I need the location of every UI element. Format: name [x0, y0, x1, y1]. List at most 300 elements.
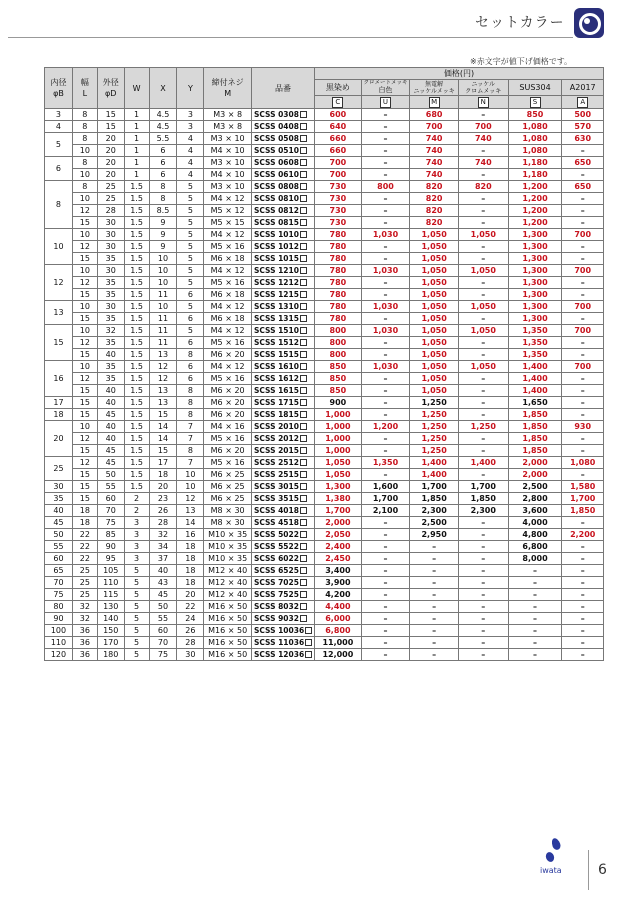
- cell-price: 6,800: [508, 541, 562, 553]
- cell-price: –: [562, 313, 604, 325]
- cell-price: 740: [458, 157, 508, 169]
- cell-y: 18: [177, 577, 204, 589]
- cell-w: 2: [124, 493, 149, 505]
- cell-price: –: [508, 601, 562, 613]
- cell-x: 9: [149, 241, 177, 253]
- cell-price: –: [361, 277, 410, 289]
- finish-box-icon: [300, 519, 307, 526]
- col-screw: 締付ネジ M: [204, 68, 252, 109]
- cell-price: 1,380: [315, 493, 362, 505]
- cell-x: 5.5: [149, 133, 177, 145]
- cell-x: 13: [149, 397, 177, 409]
- cell-price: 660: [315, 133, 362, 145]
- cell-price: 1,850: [508, 433, 562, 445]
- cell-price: –: [361, 637, 410, 649]
- cell-price: –: [508, 637, 562, 649]
- table-row: [45, 205, 604, 217]
- cell-outer: 30: [97, 241, 124, 253]
- cell-price: 1,000: [315, 421, 362, 433]
- cell-price: 740: [458, 133, 508, 145]
- cell-price: 800: [361, 181, 410, 193]
- cell-price: 2,000: [508, 469, 562, 481]
- cell-width: 15: [72, 397, 97, 409]
- cell-w: 1: [124, 109, 149, 121]
- cell-price: –: [458, 217, 508, 229]
- cell-screw: M5 × 12: [204, 205, 252, 217]
- cell-price: 780: [315, 301, 362, 313]
- cell-price: –: [562, 349, 604, 361]
- cell-code: [251, 265, 314, 277]
- product-code: SCSS 12036: [253, 649, 305, 659]
- table-row: [45, 217, 604, 229]
- cell-outer: 35: [97, 373, 124, 385]
- cell-price: 1,050: [410, 253, 459, 265]
- cell-w: 1.5: [124, 301, 149, 313]
- table-row: [45, 169, 604, 181]
- drop-icon: [550, 837, 562, 851]
- cell-price: –: [508, 565, 562, 577]
- cell-price: 2,300: [410, 505, 459, 517]
- cell-price: 1,000: [315, 445, 362, 457]
- cell-price: –: [410, 601, 459, 613]
- cell-w: 1: [124, 169, 149, 181]
- cell-price: –: [562, 241, 604, 253]
- cell-code: [251, 409, 314, 421]
- finish-box-icon: [300, 579, 307, 586]
- cell-code: [251, 421, 314, 433]
- finish-box-icon: [300, 567, 307, 574]
- cell-y: 4: [177, 145, 204, 157]
- cell-x: 15: [149, 445, 177, 457]
- cell-width: 12: [72, 241, 97, 253]
- cell-x: 50: [149, 601, 177, 613]
- cell-code: [251, 577, 314, 589]
- cell-width: 10: [72, 421, 97, 433]
- table-row: [45, 625, 604, 637]
- finish-box-icon: [300, 339, 307, 346]
- cell-x: 9: [149, 217, 177, 229]
- cell-screw: M5 × 16: [204, 337, 252, 349]
- cell-y: 28: [177, 637, 204, 649]
- cell-price: –: [361, 469, 410, 481]
- cell-price: –: [458, 193, 508, 205]
- cell-code: [251, 517, 314, 529]
- cell-price: 2,500: [508, 481, 562, 493]
- product-code: SCSS 1315: [253, 313, 299, 323]
- cell-outer: 105: [97, 565, 124, 577]
- cell-inner: 65: [45, 565, 73, 577]
- cell-price: 700: [458, 121, 508, 133]
- cell-y: 5: [177, 205, 204, 217]
- product-code: SCSS 1310: [253, 301, 299, 311]
- cell-outer: 180: [97, 649, 124, 661]
- cell-price: 1,180: [508, 157, 562, 169]
- cell-width: 25: [72, 577, 97, 589]
- table-row: [45, 613, 604, 625]
- col-y: Y: [177, 68, 204, 109]
- cell-inner: 75: [45, 589, 73, 601]
- cell-y: 7: [177, 421, 204, 433]
- cell-price: –: [562, 589, 604, 601]
- cell-screw: M4 × 12: [204, 265, 252, 277]
- cell-inner: 40: [45, 505, 73, 517]
- cell-price: 1,700: [562, 493, 604, 505]
- product-code: SCSS 1612: [253, 373, 299, 383]
- cell-screw: M6 × 25: [204, 469, 252, 481]
- cell-screw: M5 × 16: [204, 433, 252, 445]
- cell-price: –: [562, 445, 604, 457]
- finish-box-icon: [300, 411, 307, 418]
- cell-screw: M6 × 20: [204, 385, 252, 397]
- cell-outer: 15: [97, 109, 124, 121]
- cell-outer: 45: [97, 409, 124, 421]
- cell-price: –: [361, 241, 410, 253]
- cell-price: 800: [315, 337, 362, 349]
- table-row: [45, 253, 604, 265]
- col-p4: ニッケル クロムメッキ: [458, 80, 508, 96]
- cell-outer: 45: [97, 457, 124, 469]
- cell-w: 1.5: [124, 481, 149, 493]
- cell-price: –: [410, 565, 459, 577]
- cell-inner: 25: [45, 457, 73, 481]
- cell-price: 1,700: [361, 493, 410, 505]
- cell-width: 15: [72, 409, 97, 421]
- cell-price: –: [361, 337, 410, 349]
- cell-outer: 35: [97, 361, 124, 373]
- cell-price: 1,850: [508, 409, 562, 421]
- product-code: SCSS 7525: [253, 589, 299, 599]
- cell-outer: 28: [97, 205, 124, 217]
- cell-price: 850: [315, 385, 362, 397]
- cell-inner: 4: [45, 121, 73, 133]
- cell-price: –: [458, 409, 508, 421]
- finish-box-icon: [300, 147, 307, 154]
- product-code: SCSS 0610: [253, 169, 299, 179]
- cell-inner: 20: [45, 421, 73, 457]
- cell-code: [251, 133, 314, 145]
- cell-outer: 115: [97, 589, 124, 601]
- cell-price: 1,200: [508, 181, 562, 193]
- cell-screw: M6 × 20: [204, 349, 252, 361]
- cell-price: –: [361, 349, 410, 361]
- cell-w: 1.5: [124, 193, 149, 205]
- header-row-1: [45, 68, 604, 80]
- col-inner: 内径 φB: [45, 68, 73, 109]
- cell-width: 32: [72, 613, 97, 625]
- table-row: [45, 493, 604, 505]
- table-row: [45, 589, 604, 601]
- cell-inner: 13: [45, 301, 73, 325]
- cell-x: 60: [149, 625, 177, 637]
- finish-box-icon: [300, 603, 307, 610]
- cell-price: –: [361, 169, 410, 181]
- cell-width: 10: [72, 145, 97, 157]
- cell-inner: 16: [45, 361, 73, 397]
- cell-screw: M12 × 40: [204, 577, 252, 589]
- cell-y: 5: [177, 241, 204, 253]
- cell-price: –: [361, 517, 410, 529]
- cell-price: 1,050: [458, 229, 508, 241]
- cell-price: 680: [410, 109, 459, 121]
- col-p2: クロメートメッキ 白色: [361, 80, 410, 96]
- cell-x: 15: [149, 409, 177, 421]
- cell-price: 1,200: [508, 193, 562, 205]
- cell-price: –: [361, 433, 410, 445]
- cell-screw: M4 × 12: [204, 229, 252, 241]
- product-code: SCSS 0508: [253, 133, 299, 143]
- finish-box-icon: [300, 243, 307, 250]
- cell-w: 3: [124, 553, 149, 565]
- cell-w: 1.5: [124, 229, 149, 241]
- cell-x: 6: [149, 169, 177, 181]
- cell-code: [251, 301, 314, 313]
- cell-y: 8: [177, 397, 204, 409]
- cell-code: [251, 349, 314, 361]
- cell-price: 2,300: [458, 505, 508, 517]
- cell-price: 1,050: [410, 265, 459, 277]
- cell-price: –: [361, 445, 410, 457]
- cell-y: 18: [177, 565, 204, 577]
- cell-price: –: [361, 541, 410, 553]
- cell-width: 15: [72, 385, 97, 397]
- cell-price: –: [361, 601, 410, 613]
- cell-price: –: [361, 613, 410, 625]
- col-width: 幅 L: [72, 68, 97, 109]
- table-row: [45, 385, 604, 397]
- set-collar-table: [44, 67, 604, 661]
- cell-screw: M5 × 16: [204, 241, 252, 253]
- cell-price: –: [361, 565, 410, 577]
- cell-price: 1,030: [361, 265, 410, 277]
- cell-price: –: [562, 385, 604, 397]
- cell-price: 3,900: [315, 577, 362, 589]
- cell-w: 5: [124, 613, 149, 625]
- cell-price: 730: [315, 217, 362, 229]
- cell-price: –: [562, 145, 604, 157]
- cell-screw: M3 × 8: [204, 109, 252, 121]
- cell-price: –: [458, 589, 508, 601]
- cell-y: 8: [177, 445, 204, 457]
- cell-y: 10: [177, 481, 204, 493]
- finish-box-icon: [300, 543, 307, 550]
- cell-price: 1,050: [410, 385, 459, 397]
- cell-price: 4,400: [315, 601, 362, 613]
- logo-dot-icon: [584, 18, 590, 24]
- cell-code: [251, 649, 314, 661]
- cell-w: 1.5: [124, 409, 149, 421]
- finish-box-icon: [300, 423, 307, 430]
- cell-price: –: [562, 205, 604, 217]
- table-row: [45, 517, 604, 529]
- cell-outer: 95: [97, 553, 124, 565]
- cell-screw: M8 × 30: [204, 517, 252, 529]
- cell-price: 1,200: [361, 421, 410, 433]
- cell-code: [251, 637, 314, 649]
- cell-price: 700: [562, 301, 604, 313]
- finish-box-icon: [300, 363, 307, 370]
- product-code: SCSS 1010: [253, 229, 299, 239]
- cell-w: 1: [124, 145, 149, 157]
- cell-price: –: [458, 601, 508, 613]
- cell-price: 1,300: [315, 481, 362, 493]
- cell-w: 5: [124, 637, 149, 649]
- cell-inner: 60: [45, 553, 73, 565]
- cell-y: 20: [177, 589, 204, 601]
- product-code: SCSS 2010: [253, 421, 299, 431]
- cell-price: 930: [562, 421, 604, 433]
- cell-screw: M16 × 50: [204, 637, 252, 649]
- finish-box-icon: [300, 159, 307, 166]
- cell-price: 1,350: [508, 325, 562, 337]
- cell-screw: M4 × 10: [204, 169, 252, 181]
- cell-width: 32: [72, 601, 97, 613]
- cell-width: 12: [72, 433, 97, 445]
- cell-price: 1,050: [315, 469, 362, 481]
- cell-price: 8,000: [508, 553, 562, 565]
- cell-code: [251, 277, 314, 289]
- cell-price: 1,030: [361, 325, 410, 337]
- cell-x: 55: [149, 613, 177, 625]
- cell-price: 700: [410, 121, 459, 133]
- cell-w: 1.5: [124, 469, 149, 481]
- cell-price: 700: [562, 325, 604, 337]
- cell-outer: 55: [97, 481, 124, 493]
- cell-x: 34: [149, 541, 177, 553]
- cell-price: –: [562, 553, 604, 565]
- cell-price: –: [458, 529, 508, 541]
- cell-outer: 40: [97, 397, 124, 409]
- cell-width: 15: [72, 445, 97, 457]
- cell-x: 11: [149, 313, 177, 325]
- cell-inner: 120: [45, 649, 73, 661]
- cell-price: –: [361, 409, 410, 421]
- cell-w: 5: [124, 649, 149, 661]
- finish-code-s: S: [508, 96, 562, 109]
- cell-code: [251, 493, 314, 505]
- product-code: SCSS 1815: [253, 409, 299, 419]
- table-row: [45, 193, 604, 205]
- cell-price: 1,250: [410, 421, 459, 433]
- cell-price: –: [410, 553, 459, 565]
- cell-price: 1,850: [562, 505, 604, 517]
- cell-price: –: [458, 517, 508, 529]
- cell-w: 1.5: [124, 337, 149, 349]
- cell-inner: 35: [45, 493, 73, 505]
- cell-price: 780: [315, 241, 362, 253]
- cell-price: 1,300: [508, 241, 562, 253]
- cell-screw: M6 × 20: [204, 397, 252, 409]
- cell-width: 18: [72, 517, 97, 529]
- cell-x: 11: [149, 325, 177, 337]
- table-row: [45, 157, 604, 169]
- cell-code: [251, 481, 314, 493]
- product-code: SCSS 1210: [253, 265, 299, 275]
- product-code: SCSS 6022: [253, 553, 299, 563]
- table-row: [45, 505, 604, 517]
- product-code: SCSS 5022: [253, 529, 299, 539]
- cell-price: 1,400: [410, 457, 459, 469]
- finish-box-icon: [300, 447, 307, 454]
- cell-price: –: [562, 649, 604, 661]
- cell-price: 730: [315, 193, 362, 205]
- cell-code: [251, 337, 314, 349]
- table-row: [45, 265, 604, 277]
- cell-price: –: [458, 577, 508, 589]
- cell-price: –: [361, 625, 410, 637]
- cell-outer: 45: [97, 445, 124, 457]
- cell-price: –: [562, 289, 604, 301]
- cell-w: 5: [124, 625, 149, 637]
- cell-y: 6: [177, 361, 204, 373]
- cell-price: –: [458, 565, 508, 577]
- cell-price: 2,950: [410, 529, 459, 541]
- table-row: [45, 181, 604, 193]
- cell-width: 36: [72, 625, 97, 637]
- table-row: [45, 553, 604, 565]
- col-p1: 黒染め: [315, 80, 362, 96]
- cell-w: 5: [124, 577, 149, 589]
- cell-price: 850: [315, 361, 362, 373]
- cell-price: 1,030: [361, 301, 410, 313]
- table-row: [45, 277, 604, 289]
- cell-price: –: [562, 433, 604, 445]
- cell-screw: M10 × 35: [204, 529, 252, 541]
- cell-x: 6: [149, 145, 177, 157]
- cell-outer: 35: [97, 313, 124, 325]
- finish-box-icon: [300, 207, 307, 214]
- cell-x: 18: [149, 469, 177, 481]
- cell-width: 15: [72, 289, 97, 301]
- cell-price: –: [458, 205, 508, 217]
- cell-width: 15: [72, 253, 97, 265]
- cell-y: 5: [177, 265, 204, 277]
- cell-width: 15: [72, 217, 97, 229]
- cell-price: –: [508, 613, 562, 625]
- cell-price: 850: [315, 373, 362, 385]
- cell-screw: M6 × 25: [204, 481, 252, 493]
- finish-box-icon: [300, 435, 307, 442]
- product-code: SCSS 1510: [253, 325, 299, 335]
- cell-inner: 30: [45, 481, 73, 493]
- product-code: SCSS 9032: [253, 613, 299, 623]
- cell-width: 10: [72, 229, 97, 241]
- cell-price: 1,850: [508, 445, 562, 457]
- cell-price: –: [562, 217, 604, 229]
- cell-price: 3,400: [315, 565, 362, 577]
- cell-price: 500: [562, 109, 604, 121]
- product-code: SCSS 1715: [253, 397, 299, 407]
- product-code: SCSS 2515: [253, 469, 299, 479]
- cell-price: –: [458, 397, 508, 409]
- cell-y: 3: [177, 109, 204, 121]
- finish-box-icon: [300, 303, 307, 310]
- cell-price: 1,250: [458, 421, 508, 433]
- cell-outer: 32: [97, 325, 124, 337]
- cell-price: –: [458, 277, 508, 289]
- cell-price: –: [458, 433, 508, 445]
- cell-outer: 40: [97, 385, 124, 397]
- cell-outer: 35: [97, 277, 124, 289]
- cell-x: 70: [149, 637, 177, 649]
- cell-price: 660: [315, 145, 362, 157]
- table-row: [45, 637, 604, 649]
- cell-w: 1.5: [124, 373, 149, 385]
- cell-y: 5: [177, 217, 204, 229]
- cell-screw: M4 × 12: [204, 301, 252, 313]
- cell-y: 4: [177, 157, 204, 169]
- cell-outer: 30: [97, 265, 124, 277]
- cell-width: 10: [72, 193, 97, 205]
